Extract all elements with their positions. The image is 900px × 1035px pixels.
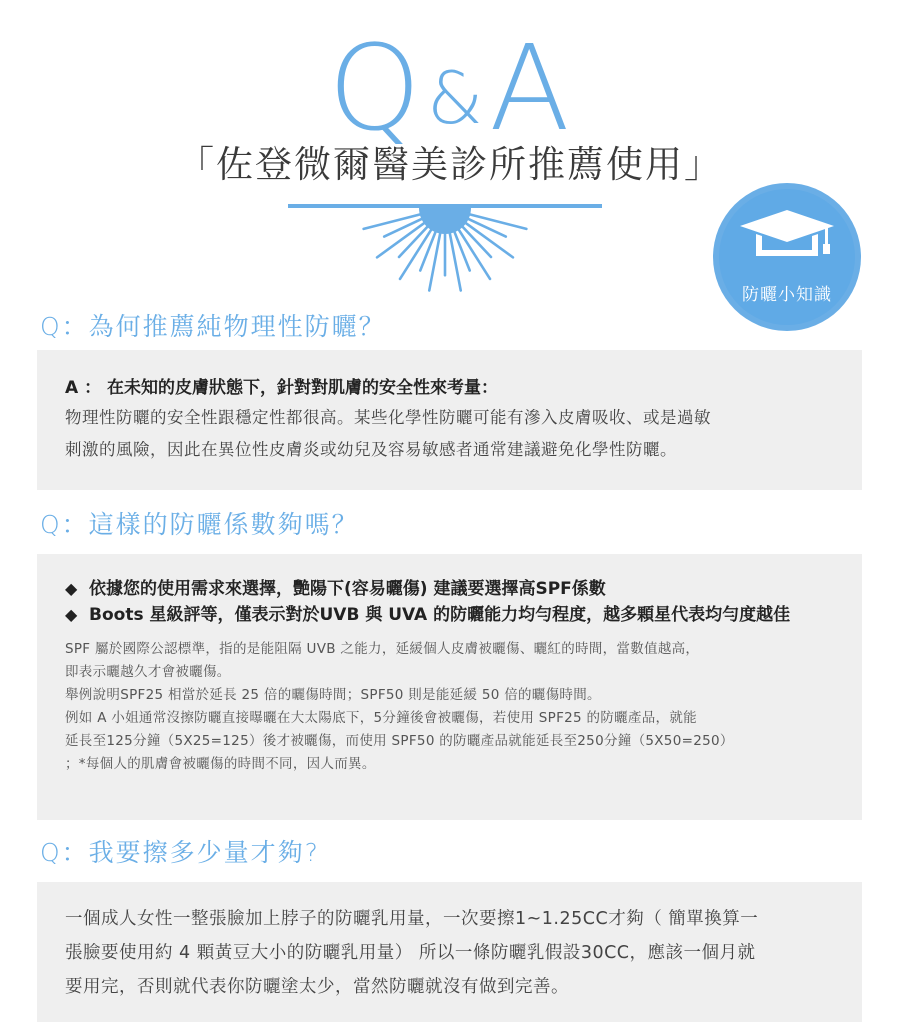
note-line: 例如 A 小姐通常沒擦防曬直接曝曬在大太陽底下，5分鐘後會被曬傷，若使用 SPF25 的防曬產品，就能 <box>65 710 697 726</box>
qa-title-q: Q <box>328 19 423 157</box>
diamond-bullet-icon: ◆ <box>65 605 78 624</box>
note-line: 即表示曬越久才會被曬傷。 <box>65 664 231 680</box>
answer-line: 一個成人女性一整張臉加上脖子的防曬乳用量，一次要擦1~1.25CC才夠（ 簡單換算一 <box>65 909 759 929</box>
sun-core <box>419 208 471 234</box>
qa-title <box>0 19 900 158</box>
question-heading-1: Q：為何推薦純物理性防曬？ <box>40 312 386 341</box>
note-line: 延長至125分鐘（5X25=125）後才被曬傷，而使用 SPF50 的防曬產品就能延長至250分鐘（5X50=250） <box>65 733 734 749</box>
qa-title-a: A <box>489 19 572 157</box>
answer-panel-3 <box>37 882 862 1022</box>
page-header <box>0 0 900 310</box>
note-line: ；*每個人的肌膚會被曬傷的時間不同，因人而異。 <box>65 756 376 772</box>
answer-lead-1: A ： 在未知的皮膚狀態下，針對對肌膚的安全性來考量： <box>65 378 498 398</box>
answer-line: 張臉要使用約 4 顆黃豆大小的防曬乳用量） 所以一條防曬乳假設30CC，應該一個月就 <box>65 943 756 963</box>
note-line: 舉例說明SPF25 相當於延長 25 倍的曬傷時間；SPF50 則是能延緩 50 倍的曬傷時間。 <box>65 687 601 703</box>
bullet-text: 依據您的使用需求來選擇，艷陽下(容易曬傷) 建議要選擇高SPF係數 <box>89 579 606 599</box>
answer-panel-2 <box>37 554 862 820</box>
page-subtitle: 「佐登微爾醫美診所推薦使用」 <box>177 143 723 186</box>
answer-panel-1 <box>37 350 862 490</box>
bullet-item <box>65 576 834 602</box>
badge-label: 防曬小知識 <box>742 285 832 305</box>
question-heading-2: Q：這樣的防曬係數夠嗎？ <box>40 510 359 539</box>
bullet-text: Boots 星級評等，僅表示對於UVB 與 UVA 的防曬能力均勻程度，越多顆星代表均勻度越佳 <box>89 605 791 625</box>
question-heading-3: Q：我要擦多少量才夠? <box>40 838 320 867</box>
bullet-item <box>65 602 834 628</box>
badge-circle <box>712 182 862 332</box>
answer-line: 物理性防曬的安全性跟穩定性都很高。某些化學性防曬可能有滲入皮膚吸收、或是過敏 <box>65 408 711 427</box>
note-line: SPF 屬於國際公認標準，指的是能阻隔 UVB 之能力，延緩個人皮膚被曬傷、曬紅的時間，當數值越高， <box>65 641 700 657</box>
answer-line: 刺激的風險，因此在異位性皮膚炎或幼兒及容易敏感者通常建議避免化學性防曬。 <box>65 440 677 459</box>
diamond-bullet-icon: ◆ <box>65 579 78 598</box>
qa-title-amp: & <box>427 56 486 140</box>
answer-line: 要用完，否則就代表你防曬塗太少，當然防曬就沒有做到完善。 <box>65 977 569 997</box>
